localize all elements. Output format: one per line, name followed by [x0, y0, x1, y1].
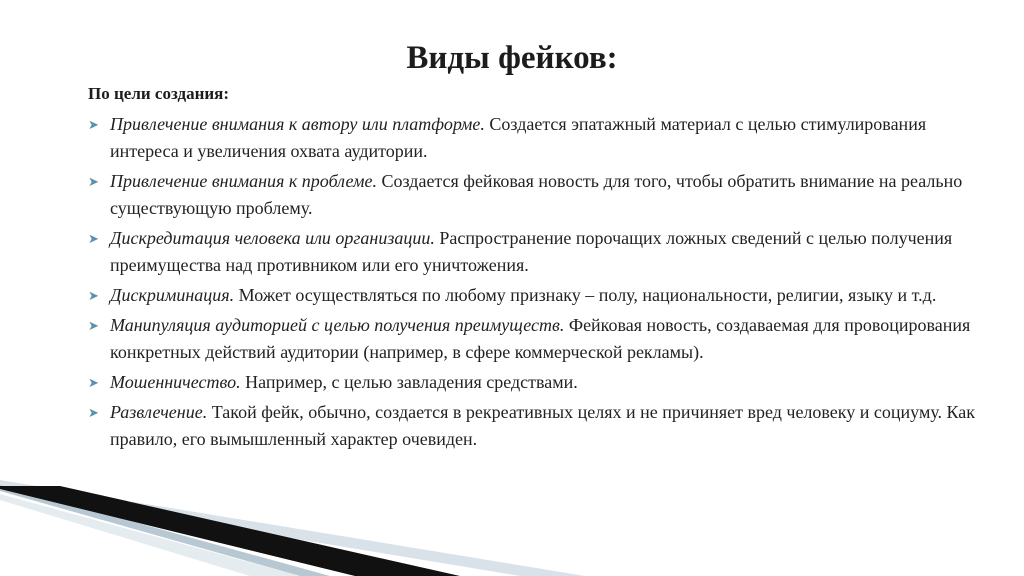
item-text: Например, с целью завладения средствами. [240, 372, 578, 392]
slide-title: Виды фейков: [406, 40, 618, 76]
bullet-arrow-icon: ➤ [88, 375, 99, 390]
item-term: Развлечение. [110, 402, 208, 422]
item-term: Дискриминация. [110, 285, 235, 305]
list-item [88, 369, 988, 396]
list-item [88, 111, 988, 165]
bullet-arrow-icon: ➤ [88, 318, 99, 333]
bullet-list [88, 111, 988, 456]
item-term: Дискредитация человека или организации. [110, 228, 435, 248]
item-text: Может осуществляться по любому признаку – полу, национальности, религии, языку и т.д. [234, 285, 937, 305]
item-text: Создается фейковая новость для того, чтобы обратить внимание на реально существующую проблему. [110, 171, 963, 218]
list-item [88, 282, 988, 309]
list-item [88, 399, 988, 453]
bullet-arrow-icon: ➤ [88, 117, 99, 132]
bullet-arrow-icon: ➤ [88, 174, 99, 189]
bullet-arrow-icon: ➤ [88, 288, 99, 303]
item-term: Мошенничество. [110, 372, 241, 392]
item-text: Такой фейк, обычно, создается в рекреативных целях и не причиняет вред человеку и социуму. Как правило, его вымышленный характер очевиден. [110, 402, 976, 449]
subheading: По цели создания: [88, 84, 230, 103]
list-item [88, 312, 988, 366]
item-term: Манипуляция аудиторией с целью получения преимуществ. [110, 315, 565, 335]
bullet-arrow-icon: ➤ [88, 405, 99, 420]
list-item [88, 168, 988, 222]
item-text: Распространение порочащих ложных сведений с целью получения преимущества над противником или его уничтожения. [110, 228, 953, 275]
item-term: Привлечение внимания к проблеме. [110, 171, 377, 191]
item-term: Привлечение внимания к автору или платформе. [110, 114, 485, 134]
item-text: Создается эпатажный материал с целью стимулирования интереса и увеличения охвата аудитории. [110, 114, 927, 161]
list-item [88, 225, 988, 279]
item-text: Фейковая новость, создаваемая для провоцирования конкретных действий аудитории (например, в сфере коммерческой рекламы). [110, 315, 971, 362]
bullet-arrow-icon: ➤ [88, 231, 99, 246]
